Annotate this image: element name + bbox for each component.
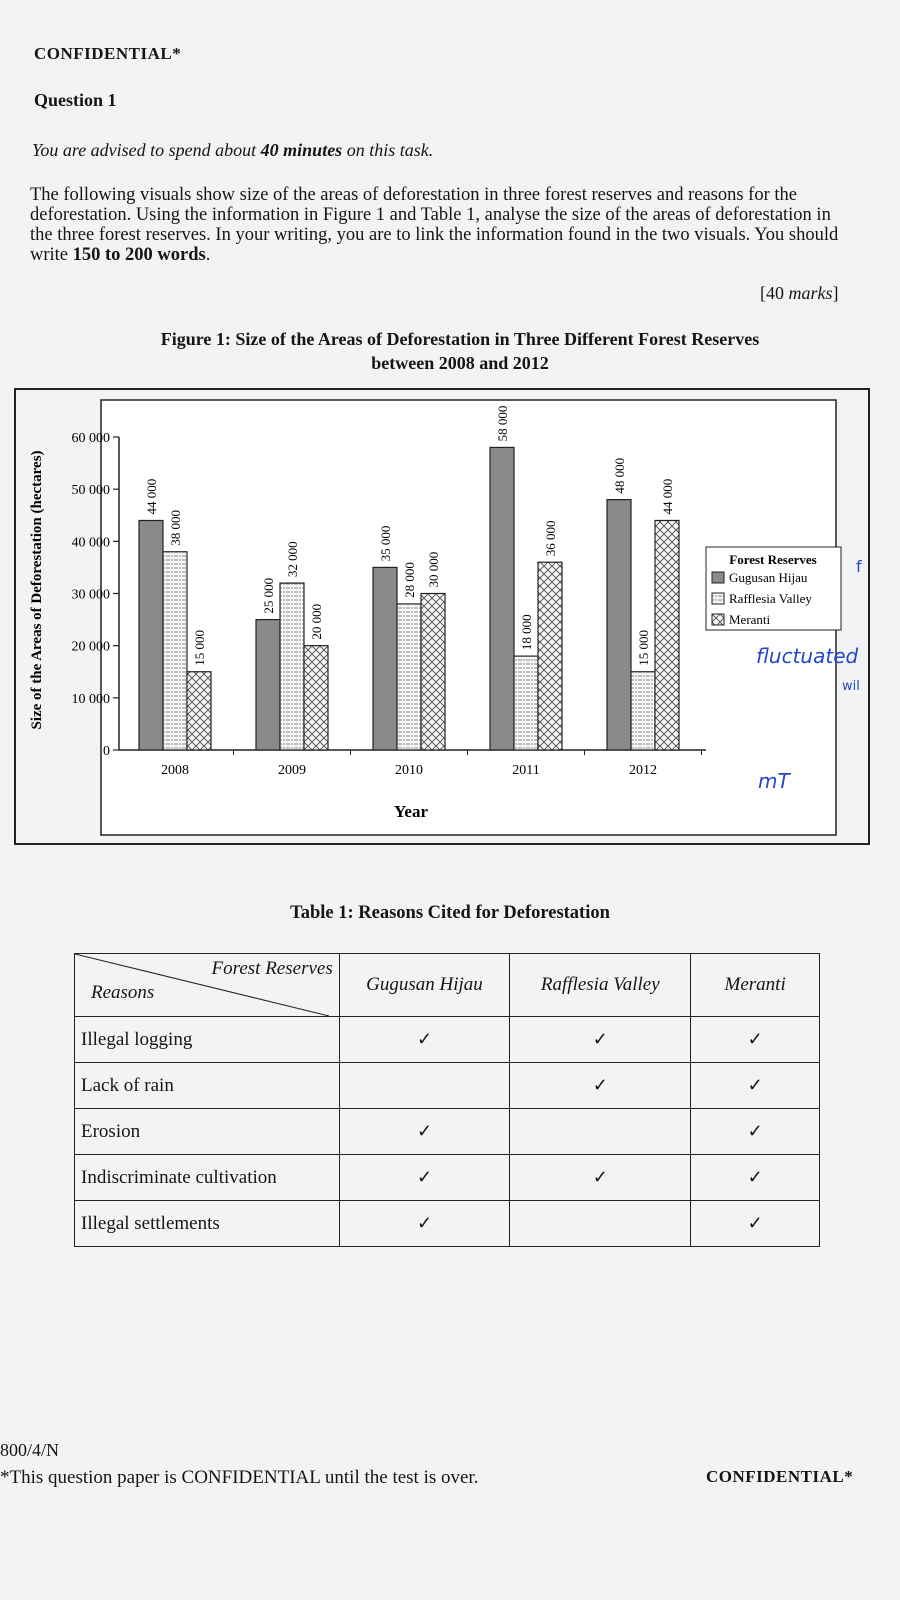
column-header-rafflesia: Rafflesia Valley [510,954,691,1017]
confidential-footer: CONFIDENTIAL* [706,1467,854,1486]
marks-open: [40 [760,283,789,303]
bar-gugusan-2010 [373,567,397,750]
bar-value-label: 15 000 [192,630,207,666]
tick-cell: ✓ [339,1155,510,1201]
bar-value-label: 18 000 [519,614,534,651]
marks-close: ] [832,283,839,303]
tick-cell: ✓ [339,1109,510,1155]
bar-meranti-2008 [187,672,211,750]
legend-label-rafflesia: Rafflesia Valley [729,591,812,606]
handwritten-mt: mT [758,769,790,793]
tick-cell: ✓ [691,1017,820,1063]
tick-cell: ✓ [691,1155,820,1201]
y-tick-label: 10 000 [71,691,110,707]
table-title: Table 1: Reasons Cited for Deforestation [290,903,610,923]
y-tick-label: 0 [103,744,110,759]
bar-gugusan-2008 [139,520,163,750]
x-tick-label: 2010 [395,763,423,778]
bar-gugusan-2012 [607,500,631,750]
y-tick-label: 30 000 [71,587,110,603]
x-tick-label: 2012 [629,763,657,778]
bar-rafflesia-2009 [280,583,304,750]
bar-value-label: 44 000 [660,478,675,515]
instructions-end: . [205,245,211,265]
table-row [75,1063,820,1109]
bar-value-label: 48 000 [612,457,627,494]
tick-cell: ✓ [691,1109,820,1155]
y-tick-label: 50 000 [71,483,110,499]
x-tick-label: 2008 [161,763,189,778]
tick-cell: ✓ [510,1155,691,1201]
confidential-header: CONFIDENTIAL* [34,44,182,63]
table-row [75,1201,820,1247]
handwritten-fluctuated: fluctuated [756,644,859,668]
handwritten-wil: wil [842,679,860,694]
bar-meranti-2010 [421,594,445,751]
column-header-gugusan: Gugusan Hijau [339,954,510,1017]
bar-value-label: 58 000 [495,405,510,442]
bar-rafflesia-2012 [631,672,655,750]
marks-word: marks [788,283,833,303]
bar-value-label: 35 000 [378,525,393,562]
tick-cell: ✓ [510,1063,691,1109]
figure-title-line1: Figure 1: Size of the Areas of Deforestation in Three Different Forest Reserves [160,329,760,349]
figure-title-line2: between 2008 and 2012 [371,353,549,373]
legend-title: Forest Reserves [729,552,817,567]
table-row [75,1017,820,1063]
instructions-text: The following visuals show size of the areas of deforestation in three forest reserves and reasons for the deforestation. Using the information in Figure 1 and Table 1, analyse the size of the areas of deforestation in the three forest reserves. In your writing, you are to link the information found in the two visuals. You should write [30,185,839,265]
bar-value-label: 20 000 [309,603,324,640]
x-axis-title: Year [394,802,428,821]
bar-rafflesia-2011 [514,656,538,750]
bar-value-label: 30 000 [426,551,441,588]
reason-cell: Indiscriminate cultivation [75,1155,340,1201]
table-row [75,1109,820,1155]
bar-meranti-2011 [538,562,562,750]
question-heading: Question 1 [34,90,117,110]
y-tick-label: 40 000 [71,535,110,551]
table-header-row [75,954,820,1017]
tick-cell [510,1109,691,1155]
legend-swatch-meranti [712,614,724,625]
bar-rafflesia-2008 [163,552,187,750]
legend-swatch-rafflesia [712,593,724,604]
paper-code: 800/4/N [0,1440,60,1460]
tick-cell [510,1201,691,1247]
column-header-meranti: Meranti [691,954,820,1017]
tick-cell: ✓ [691,1063,820,1109]
bar-value-label: 44 000 [144,478,159,515]
tick-cell: ✓ [510,1017,691,1063]
y-axis-title: Size of the Areas of Deforestation (hectares) [29,450,45,730]
table-corner-cell [75,954,340,1017]
legend [706,547,841,630]
legend-swatch-gugusan [712,572,724,583]
word-count: 150 to 200 words [72,245,206,265]
tick-cell: ✓ [339,1017,510,1063]
reason-cell: Illegal settlements [75,1201,340,1247]
advice-time: 40 minutes [260,140,343,160]
reason-cell: Lack of rain [75,1063,340,1109]
task-instructions [30,185,855,265]
bar-meranti-2009 [304,646,328,750]
bar-value-label: 32 000 [285,541,300,578]
x-tick-label: 2009 [278,763,306,778]
legend-label-gugusan: Gugusan Hijau [729,570,808,585]
corner-reasons: Reasons [91,982,155,1003]
bar-value-label: 28 000 [402,562,417,598]
confidential-footnote: *This question paper is CONFIDENTIAL until the test is over. [0,1467,479,1488]
y-tick-label: 60 000 [71,431,110,446]
bar-value-label: 36 000 [543,520,558,557]
y-tick-label: 20 000 [71,639,110,655]
bar-rafflesia-2010 [397,604,421,750]
bar-chart-frame [14,388,870,845]
bar-value-label: 15 000 [636,630,651,666]
tick-cell [339,1063,510,1109]
advice-text-1: You are advised to spend about [32,140,261,160]
bar-gugusan-2009 [256,620,280,750]
tick-cell: ✓ [691,1201,820,1247]
marks-label [760,283,839,304]
advice-text-2: on this task. [342,140,434,160]
bar-value-label: 25 000 [261,577,276,614]
bar-meranti-2012 [655,520,679,750]
bar-chart [16,390,868,843]
bar-gugusan-2011 [490,447,514,750]
reason-cell: Illegal logging [75,1017,340,1063]
reasons-table [74,953,820,1247]
handwritten-f-note: f [856,557,862,576]
legend-label-meranti: Meranti [729,612,771,627]
figure-title [60,327,860,375]
x-tick-label: 2011 [512,763,540,778]
bar-value-label: 38 000 [168,510,183,546]
table-row [75,1155,820,1201]
time-advice [32,140,433,161]
corner-forest-reserves: Forest Reserves [211,958,333,979]
tick-cell: ✓ [339,1201,510,1247]
reason-cell: Erosion [75,1109,340,1155]
